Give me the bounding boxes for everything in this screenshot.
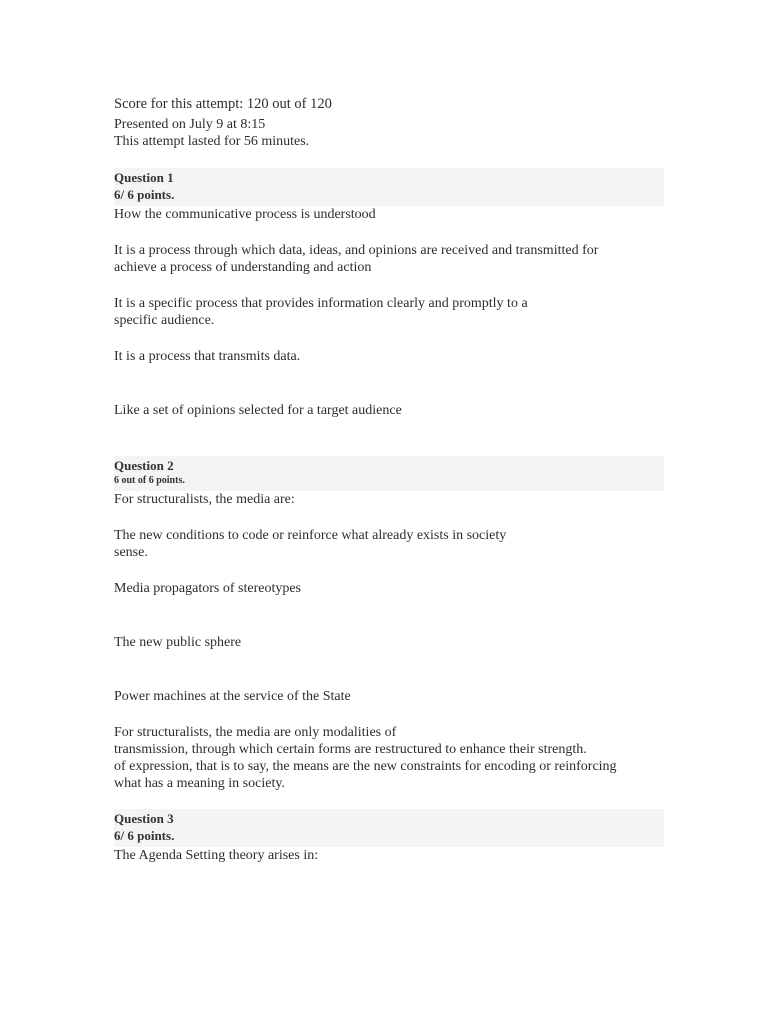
- answer-line: Like a set of opinions selected for a target audience: [114, 403, 402, 418]
- score-text: Score for this attempt: 120 out of 120: [114, 96, 332, 112]
- question-3: [114, 809, 664, 864]
- attempt-summary: [114, 95, 664, 150]
- answer-line: The new public sphere: [114, 635, 242, 650]
- question-prompt: How the communicative process is understood: [114, 207, 376, 222]
- answer-line: It is a process through which data, ideas, and opinions are received and transmitted for: [114, 243, 599, 258]
- answer-option: [114, 295, 664, 329]
- answer-line: Power machines at the service of the State: [114, 689, 351, 704]
- feedback-line: transmission, through which certain forms are restructured to enhance their strength.: [114, 742, 587, 757]
- answer-option: [114, 527, 664, 561]
- presented-text: Presented on July 9 at 8:15: [114, 117, 266, 132]
- quiz-results: [114, 95, 664, 864]
- answer-line: It is a specific process that provides information clearly and promptly to a: [114, 296, 528, 311]
- question-title: Question 2: [114, 458, 174, 473]
- answer-option: [114, 402, 664, 419]
- answer-line: The new conditions to code or reinforce what already exists in society: [114, 528, 507, 543]
- answer-option: [114, 688, 664, 705]
- answer-option: [114, 580, 664, 597]
- question-title: Question 1: [114, 170, 174, 185]
- duration-text: This attempt lasted for 56 minutes.: [114, 134, 310, 149]
- feedback-text: [114, 724, 664, 792]
- question-header: [114, 809, 664, 847]
- feedback-line: For structuralists, the media are only modalities of: [114, 725, 397, 740]
- question-header: [114, 456, 664, 491]
- question-points: 6/ 6 points.: [114, 187, 175, 202]
- question-prompt: The Agenda Setting theory arises in:: [114, 848, 319, 863]
- answer-line: sense.: [114, 545, 148, 560]
- answer-line: Media propagators of stereotypes: [114, 581, 301, 596]
- question-prompt: For structuralists, the media are:: [114, 492, 295, 507]
- question-header: [114, 168, 664, 206]
- question-points: 6/ 6 points.: [114, 828, 175, 843]
- question-points: 6 out of 6 points.: [114, 475, 185, 486]
- answer-option: [114, 634, 664, 651]
- answer-option: [114, 348, 664, 365]
- question-title: Question 3: [114, 811, 174, 826]
- feedback-line: what has a meaning in society.: [114, 776, 285, 791]
- answer-line: It is a process that transmits data.: [114, 349, 301, 364]
- answer-option: [114, 242, 664, 276]
- feedback-line: of expression, that is to say, the means are the new constraints for encoding or reinforcing: [114, 759, 617, 774]
- question-2: [114, 456, 664, 792]
- question-1: [114, 168, 664, 419]
- answer-line: achieve a process of understanding and action: [114, 260, 372, 275]
- answer-line: specific audience.: [114, 313, 215, 328]
